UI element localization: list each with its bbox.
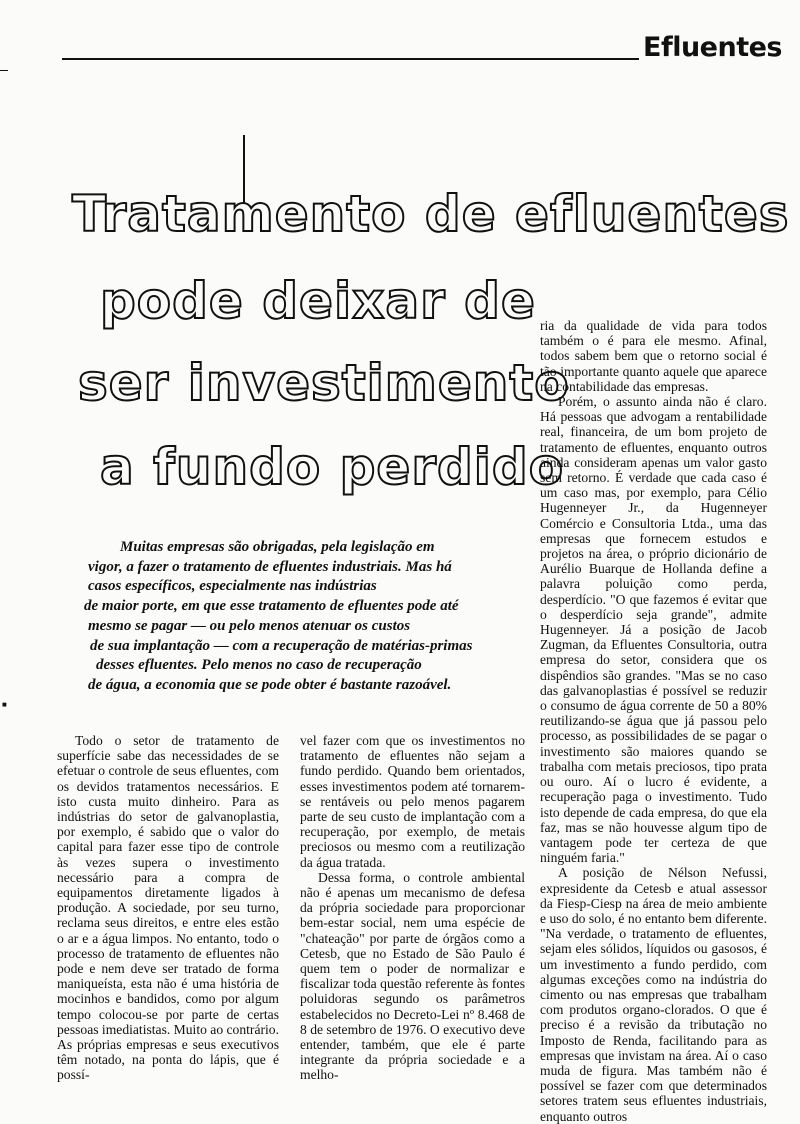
article-column-1 [57,733,279,1083]
paragraph: Dessa forma, o controle ambiental não é apenas um mecanismo de defesa da própria sociedade para proporcionar bem-estar social, nem uma espécie de "chateação" por parte de órgãos como a Cetesb, que no Estado de São Paulo é quem tem o poder de normalizar e fiscalizar toda questão referente às fontes poluidoras segundo os parâmetros estabelecidos no Decreto-Lei nº 8.468 de 8 de setembro de 1976. O executivo deve entender, também, que ele é parte integrante da própria sociedade e a melho- [300,869,525,1083]
headline-line-2: pode deixar de [100,272,536,330]
lead-paragraph [84,538,504,696]
lead-line: vigor, a fazer o tratamento de efluentes industriais. Mas há [88,558,452,575]
print-speck: ■ [2,700,7,709]
paragraph: Porém, o assunto ainda não é claro. Há pessoas que advogam a rentabilidade real, financeira, de um bom projeto de tratamento de efluentes, enquanto outros ainda consideram apenas um valor gasto sem retorno. É verdade que cada caso é um caso mas, por exemplo, para Célio Hugenneyer Jr., da Hugenneyer Comércio e Consultoria Ltda., uma das empresas que fornecem estudos e projetos na área, o próprio dicionário de Aurélio Buarque de Hollanda define a palavra poluição como perda, desperdício. "O que fazemos é evitar que o desperdício seja grande", admite Hugenneyer. Já a posição de Jacob Zugman, da Efluentes Consultoria, outra empresa do setor, considera que os dispêndios são grandes. "Mas se no caso das galvanoplastias é possível se reduzir o consumo de água corrente de 50 a 80% reutilizando-se água que já passou pelo processo, as possibilidades de se pagar o investimento são maiores quando se trabalha com metais preciosos, tipo prata ou ouro. Aí o lucro é evidente, a recuperação paga o investimento. Tudo isto depende de cada empresa, do que ela faz, mas se não houvesse algum tipo de vantagem pode ter certeza de que ninguém faria." [540,394,767,866]
lead-line: de maior porte, em que esse tratamento de efluentes pode até [84,598,459,615]
headline-line-3: ser investimento [78,354,570,412]
headline-line-4: a fundo perdido [100,438,565,496]
section-label: Efluentes [643,32,782,63]
header-rule [62,58,639,60]
paragraph: ria da qualidade de vida para todos também o é para ele mesmo. Afinal, todos sabem bem que o retorno social é tão importante quanto aquele que aparece na contabilidade das empresas. [540,318,767,394]
lead-line: mesmo se pagar — ou pelo menos atenuar os custos [88,617,411,634]
paragraph: A posição de Nélson Nefussi, expresidente da Cetesb e atual assessor da Fiesp-Ciesp na área de meio ambiente e uso do solo, é no entanto bem diferente. "Na verdade, o tratamento de efluentes, sejam eles sólidos, líquidos ou gasosos, é um investimento a fundo perdido, com algumas exceções como na indústria do cimento ou nas empresas que trabalham com produtos organo-clorados. O que é preciso é a revisão da tributação no Imposto de Renda, facilitando para as empresas que invistam na área. Aí o caso muda de figura. Mas também não é possível se fazer com que determinados setores tratem seus efluentes industriais, enquanto outros [540,865,767,1124]
lead-line: casos específicos, especialmente nas indústrias [88,578,377,595]
lead-line: Muitas empresas são obrigadas, pela legislação em [120,539,435,555]
paragraph: Todo o setor de tratamento de superfície sabe das necessidades de se efetuar o controle de seus efluentes, com os devidos tratamentos necessários. E isto custa muito dinheiro. Para as indústrias do setor de galvanoplastia, por exemplo, é sabido que o valor do capital para fazer esse tipo de controle às vezes supera o investimento necessário para a compra de equipamentos diretamente ligados à produção. A sociedade, por seu turno, reclama seus direitos, e entre eles estão o ar e a água limpos. No entanto, todo o processo de tratamento de efluentes não pode e nem deve ser tratado de forma maniqueísta, esta não é uma história de mocinhos e bandidos, como por algum tempo colocou-se por parte de certas pessoas imediatistas. Muito ao contrário. As próprias empresas e seus executivos têm notado, na ponta do lápis, que é possí- [57,733,279,1083]
lead-line: de água, a economia que se pode obter é bastante razoável. [88,676,452,693]
paragraph: vel fazer com que os investimentos no tratamento de efluentes não sejam a fundo perdido. Quando bem orientados, esses investimentos podem até tornarem-se rentáveis ou pelo menos pagarem parte de seu custo de implantação com a recuperação, por exemplo, de metais preciosos ou mesmo com a reutilização da água tratada. [300,733,525,870]
article-column-2 [300,733,525,1083]
lead-line: de sua implantação — com a recuperação de matérias-primas [90,637,473,654]
article-column-3 [540,318,767,1124]
lead-line: desses efluentes. Pelo menos no caso de recuperação [96,657,422,674]
margin-mark [0,70,8,71]
headline-line-1: Tratamento de efluentes [72,185,790,243]
